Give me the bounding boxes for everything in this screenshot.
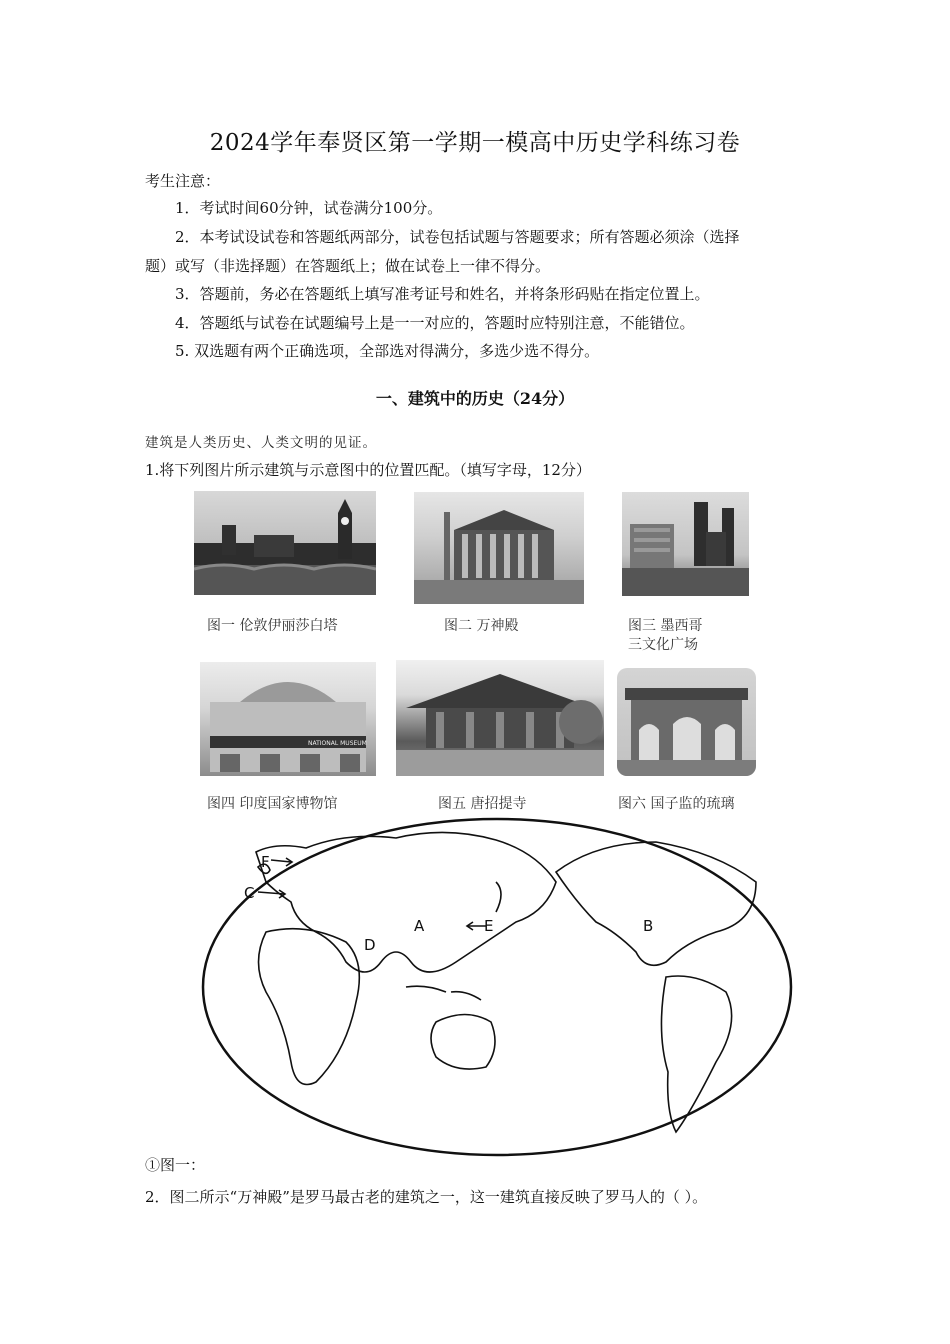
notice-item: 题）或写（非选择题）在答题纸上；做在试卷上一律不得分。 — [145, 257, 551, 275]
question-1: 1.将下列图片所示建筑与示意图中的位置匹配。（填写字母，12分） — [145, 461, 591, 479]
question-2: 2．图二所示“万神殿”是罗马最古老的建筑之一，这一建筑直接反映了罗马人的（ ）。 — [145, 1188, 708, 1206]
map-label-c: C — [244, 884, 255, 902]
map-label-e: E — [484, 917, 494, 935]
figure-caption: 三文化广场 — [628, 637, 698, 653]
notice-item: 1．考试时间60分钟，试卷满分100分。 — [175, 199, 443, 217]
photo-elizabeth-tower — [194, 491, 376, 595]
map-label-a: A — [414, 917, 425, 935]
figure-caption: 图六 国子监的琉璃 — [618, 796, 735, 812]
figure-caption: 图三 墨西哥 — [628, 618, 703, 634]
photo-guozijian-archway — [617, 668, 756, 776]
notice-item: 5. 双选题有两个正确选项，全部选对得满分，多选少选不得分。 — [175, 342, 600, 360]
notice-item: 4．答题纸与试卷在试题编号上是一一对应的，答题时应特别注意，不能错位。 — [175, 314, 695, 332]
map-label-f: F — [261, 853, 270, 871]
world-map — [196, 812, 798, 1162]
figure-caption: 图五 唐招提寺 — [438, 796, 527, 812]
notice-heading: 考生注意： — [145, 172, 221, 190]
map-label-b: B — [643, 917, 654, 935]
section-title: 一、建筑中的历史（24分） — [375, 389, 575, 408]
photo-india-national-museum — [200, 662, 376, 776]
photo-three-cultures-plaza — [622, 492, 749, 596]
answer-line-1: ①图一： — [145, 1156, 206, 1174]
museum-sign-text: NATIONAL MUSEUM — [308, 740, 367, 747]
notice-item: 3．答题前，务必在答题纸上填写准考证号和姓名，并将条形码贴在指定位置上。 — [175, 285, 710, 303]
photo-pantheon — [414, 492, 584, 604]
page-title: 2024学年奉贤区第一学期一模高中历史学科练习卷 — [209, 130, 741, 156]
figure-caption: 图二 万神殿 — [444, 618, 519, 634]
photo-toshodaiji — [396, 660, 604, 776]
figure-caption: 图四 印度国家博物馆 — [207, 796, 338, 812]
section-intro: 建筑是人类历史、人类文明的见证。 — [145, 435, 377, 451]
notice-item: 2．本考试设试卷和答题纸两部分，试卷包括试题与答题要求；所有答题必须涂（选择 — [175, 228, 740, 246]
figure-caption: 图一 伦敦伊丽莎白塔 — [207, 618, 338, 634]
map-label-d: D — [364, 936, 376, 954]
